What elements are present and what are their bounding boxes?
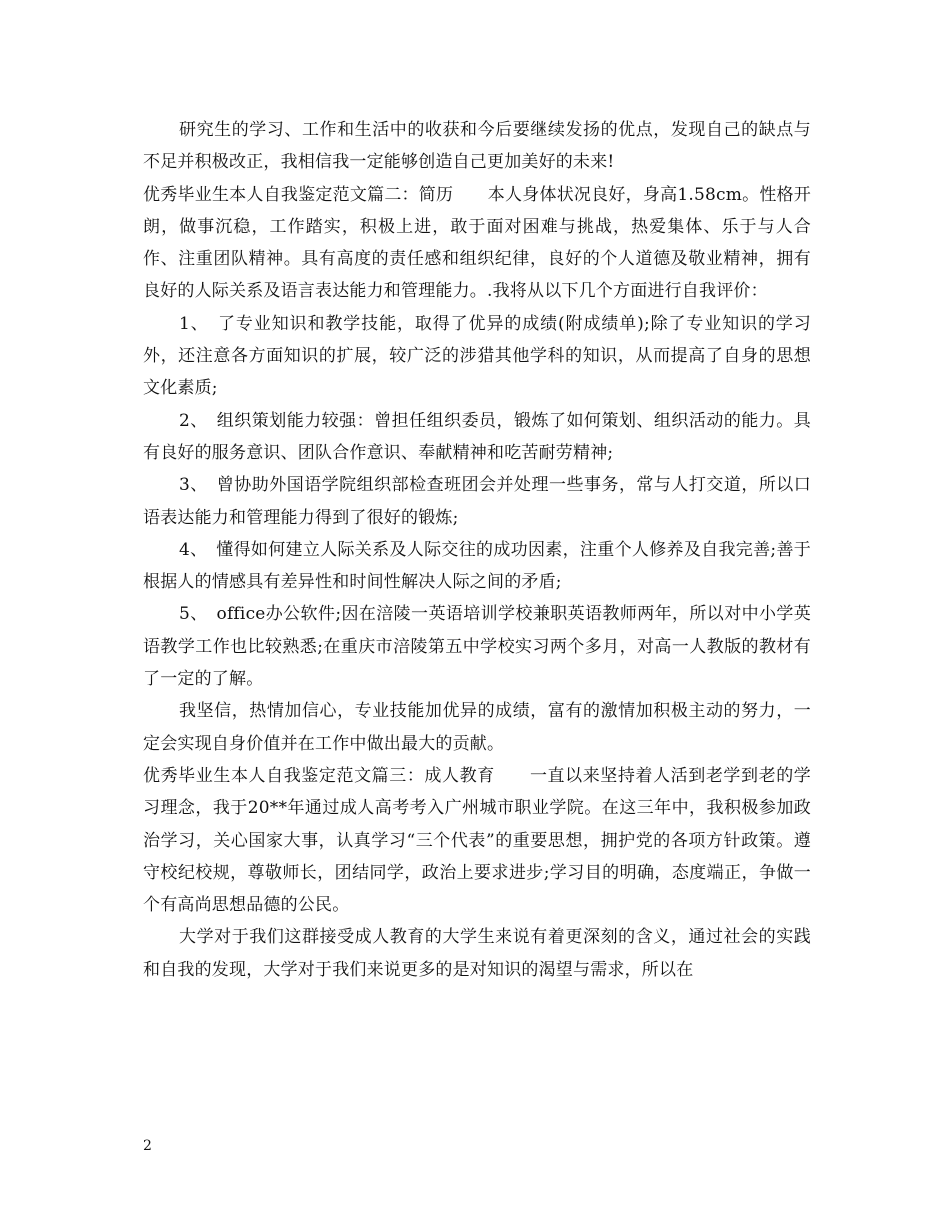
paragraph-4: 2、 组织策划能力较强：曾担任组织委员，锻炼了如何策划、组织活动的能力。具有良好的服务意识、团队合作意识、奉献精神和吃苦耐劳精神;: [143, 410, 811, 463]
paragraph-9: 优秀毕业生本人自我鉴定范文篇三：成人教育 一直以来坚持着人活到老学到老的学习理念，我于20**年通过成人高考考入广州城市职业学院。在这三年中，我积极参加政治学习，关心国家大事，认真学习“三个代表”的重要思想，拥护党的各项方针政策。遵守校纪校规，尊敬师长，团结同学，政治上要求进步;学习目的明确，态度端正，争做一个有高尚思想品德的公民。: [143, 765, 811, 916]
page-number: 2: [143, 1138, 152, 1154]
paragraph-5: 3、 曾协助外国语学院组织部检查班团会并处理一些事务，常与人打交道，所以口语表达能力和管理能力得到了很好的锻炼;: [143, 475, 811, 528]
document-body: [143, 114, 811, 986]
paragraph-7: 5、 office办公软件;因在涪陵一英语培训学校兼职英语教师两年，所以对中小学英语教学工作也比较熟悉;在重庆市涪陵第五中学校实习两个多月，对高一人教版的教材有了一定的了解。: [143, 604, 811, 690]
paragraph-8: 我坚信，热情加信心，专业技能加优异的成绩，富有的激情加积极主动的努力，一定会实现自身价值并在工作中做出最大的贡献。: [143, 701, 811, 754]
paragraph-1: 研究生的学习、工作和生活中的收获和今后要继续发扬的优点，发现自己的缺点与不足并积极改正，我相信我一定能够创造自己更加美好的未来!: [143, 120, 811, 173]
paragraph-3: 1、 了专业知识和教学技能，取得了优异的成绩(附成绩单);除了专业知识的学习外，还注意各方面知识的扩展，较广泛的涉猎其他学科的知识，从而提高了自身的思想文化素质;: [143, 313, 811, 399]
paragraph-10: 大学对于我们这群接受成人教育的大学生来说有着更深刻的含义，通过社会的实践和自我的发现，大学对于我们来说更多的是对知识的渴望与需求，所以在: [143, 927, 811, 980]
paragraph-2: 优秀毕业生本人自我鉴定范文篇二：简历 本人身体状况良好，身高1.58cm。性格开朗，做事沉稳，工作踏实，积极上进，敢于面对困难与挑战，热爱集体、乐于与人合作、注重团队精神。具有高度的责任感和组织纪律，良好的个人道德及敬业精神，拥有良好的人际关系及语言表达能力和管理能力。.我将从以下几个方面进行自我评价：: [143, 184, 811, 302]
paragraph-6: 4、 懂得如何建立人际关系及人际交往的成功因素，注重个人修养及自我完善;善于根据人的情感具有差异性和时间性解决人际之间的矛盾;: [143, 539, 811, 593]
